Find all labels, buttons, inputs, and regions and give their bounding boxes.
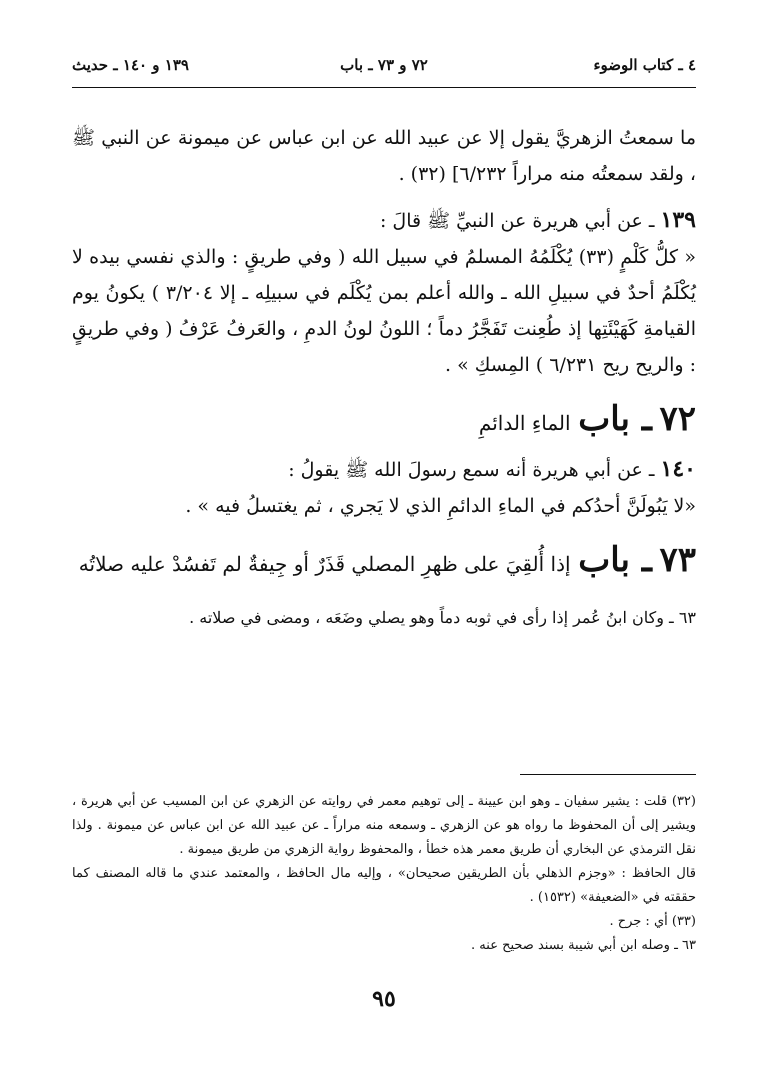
footnote-divider [520, 774, 696, 775]
hadith-140-text: «لا يَبُولَنَّ أحدُكم في الماءِ الدائمِ الذي لا يَجري ، ثم يغتسلُ فيه » . [185, 495, 696, 517]
page-number: ٩٥ [372, 986, 396, 1012]
footnote-32-continued: قال الحافظ : «وجزم الذهلي بأن الطريقين صحيحان» ، وإليه مال الحافظ ، والمعتمد عندي ما قاله المصنف كما حققته في «الضعيفة» (١٥٣٢) . [72, 866, 696, 905]
athar-63: ٦٣ ـ وكان ابنُ عُمر إذا رأى في ثوبه دماً وهو يصلي وضَعَه ، ومضى في صلاته . [189, 608, 696, 627]
main-text [72, 120, 696, 648]
bab-heading-text: إذا أُلقِيَ على ظهرِ المصلي قَذَرٌ أو جِيفةٌ لم تَفسُدْ عليه صلاتُه [78, 552, 571, 576]
footnote-63: ٦٣ ـ وصله ابن أبي شيبة بسند صحيح عنه . [471, 938, 696, 953]
header-chapter: ٤ ـ كتاب الوضوء [593, 56, 696, 74]
bab-73-title [72, 538, 696, 586]
footnote-33: (٣٣) أي : جرح . [609, 914, 696, 929]
footnote-32: (٣٢) قلت : يشير سفيان ـ وهو ابن عيينة ـ إلى توهيم معمر في روايته عن الزهري عن ابن المسيب عن أبي هريرة ، ويشير إلى أن المحفوظ ما رواه هو عن الزهري ـ وسمعه منه مراراً ـ عن عبيد الله عن ابن عباس عن ميمونة . ولذا نقل الترمذي عن البخاري أن طريق معمر هذه خطأ ، والمحفوظ رواية الزهري من طريق ميمونة . [72, 794, 696, 857]
bab-word: ـ باب [578, 540, 652, 580]
hadith-intro: ـ عن أبي هريرة عن النبيِّ ﷺ قالَ : [379, 210, 655, 232]
hadith-number: ١٣٩ [660, 207, 696, 233]
hadith-139-text: « كلُّ كَلْمٍ (٣٣) يُكْلَمُهُ المسلمُ في سبيل الله ( وفي طريقٍ : والذي نفسي بيده لا يُكْلَمُ أحدٌ في سبيلِ الله ـ والله أعلم بمن يُكْلَم في سبيلِه ـ إلا ٣/٢٠٤ ) يكونُ يوم القيامةِ كَهَيْئَتِها إذ طُعِنت تَفَجَّرُ دماً ؛ اللونُ لونُ الدمِ ، والعَرفُ عَرْفُ ( وفي طريقٍ : والريح ريح ٦/٢٣١ ) المِسكِ » . [72, 246, 696, 376]
hadith-number: ١٤٠ [660, 456, 696, 482]
header-bab: ٧٢ و ٧٣ ـ باب [340, 56, 428, 74]
bab-word: ـ باب [578, 399, 652, 439]
header-divider [72, 87, 696, 88]
header-hadith: ١٣٩ و ١٤٠ ـ حديث [72, 56, 189, 74]
hadith-140-heading [72, 451, 696, 488]
bab-72-title [72, 397, 696, 445]
hadith-139-heading [72, 202, 696, 239]
footnotes [72, 790, 696, 958]
bab-number: ٧٢ [659, 399, 696, 439]
hadith-intro: ـ عن أبي هريرة أنه سمع رسولَ الله ﷺ يقولُ : [288, 459, 655, 481]
bab-heading-text: الماءِ الدائمِ [478, 411, 571, 435]
bab-number: ٧٣ [659, 540, 696, 580]
running-header [72, 56, 696, 82]
paragraph-continuation: ما سمعتُ الزهريَّ يقول إلا عن عبيد الله عن ابن عباس عن ميمونة عن النبي ﷺ ، ولقد سمعتُه منه مراراً ٦/٢٣٢] (٣٢) . [72, 127, 696, 185]
